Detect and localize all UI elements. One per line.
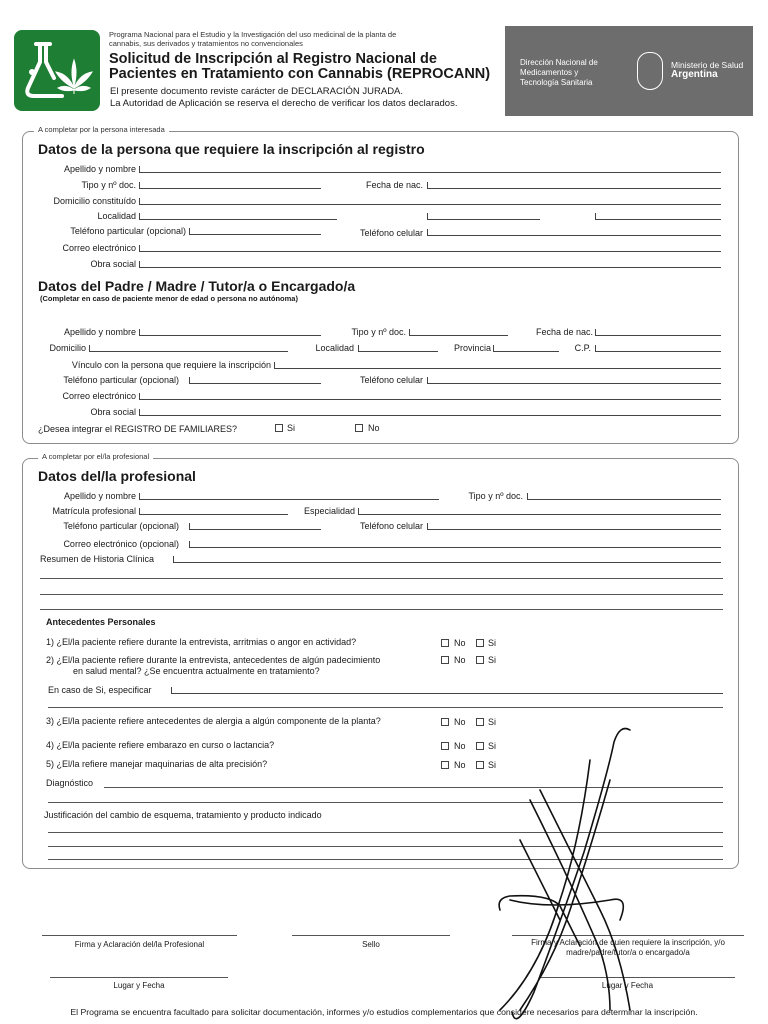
q2-no-label: No — [454, 655, 466, 665]
label-tutor-tel-particular: Teléfono particular (opcional) — [63, 375, 179, 385]
field-tutor-obra-social[interactable] — [139, 409, 721, 416]
firma-solicitante-line-1: Firma y Aclaración de quien requiere la inscripción, y/o — [531, 938, 725, 947]
label-prof-tel-celular: Teléfono celular — [359, 521, 423, 531]
q4-no-checkbox[interactable] — [441, 742, 449, 750]
q3-si-checkbox[interactable] — [476, 718, 484, 726]
label-tel-particular: Teléfono particular (opcional) — [70, 226, 186, 236]
registro-si-label: Si — [287, 423, 296, 433]
field-localidad-3[interactable] — [595, 213, 721, 220]
title-line-1: Solicitud de Inscripción al Registro Nacional de — [109, 51, 437, 67]
q4-si-label: Si — [488, 741, 497, 751]
q3-no-label: No — [454, 717, 466, 727]
section3-heading: Datos del/la profesional — [38, 468, 196, 484]
field-tel-celular[interactable] — [427, 229, 721, 236]
field-resumen-historia[interactable] — [173, 556, 721, 563]
question-2-line-1: 2) ¿El/la paciente refiere durante la entrevista, antecedentes de algún padecimiento — [46, 655, 381, 665]
label-fecha-nac: Fecha de nac. — [365, 180, 423, 190]
field-tutor-tipo-doc[interactable] — [409, 329, 508, 336]
field-obra-social[interactable] — [139, 261, 721, 268]
field-prof-apellido[interactable] — [139, 493, 439, 500]
label-correo: Correo electrónico — [62, 243, 136, 253]
resumen-line-2[interactable] — [40, 578, 723, 579]
label-prof-tipo-doc: Tipo y nº doc. — [468, 491, 523, 501]
section-tag-interesada: A completar por la persona interesada — [34, 125, 169, 134]
field-prof-tipo-doc[interactable] — [527, 493, 721, 500]
argentina-seal-icon — [637, 52, 663, 90]
q1-si-label: Si — [488, 638, 497, 648]
field-tel-particular[interactable] — [189, 228, 321, 235]
program-name: Programa Nacional para el Estudio y la Investigación del uso medicinal de la planta de cannabis, sus derivados y tratamientos no convencionales — [109, 30, 397, 48]
field-matricula[interactable] — [139, 508, 288, 515]
q2-si-label: Si — [488, 655, 497, 665]
section2-note: (Completar en caso de paciente menor de edad o persona no autónoma) — [40, 294, 298, 303]
label-resumen-historia: Resumen de Historia Clínica — [40, 554, 155, 564]
label-tutor-domicilio: Domicilio — [49, 343, 86, 353]
field-correo[interactable] — [139, 245, 721, 252]
q5-no-label: No — [454, 760, 466, 770]
flask-leaf-icon — [14, 30, 100, 111]
bottom-note: El Programa se encuentra facultado para solicitar documentación, informes y/o estudios complementarios que considere necesarios para determinar la inscripción. — [70, 1007, 698, 1017]
q4-no-label: No — [454, 741, 466, 751]
firma-profesional-line[interactable] — [42, 935, 237, 936]
field-tutor-provincia[interactable] — [493, 345, 559, 352]
q5-no-checkbox[interactable] — [441, 761, 449, 769]
field-tutor-tel-celular[interactable] — [427, 377, 721, 384]
label-tutor-obra-social: Obra social — [90, 407, 136, 417]
firma-solicitante-line-2: madre/padre/tutor/a o encargado/a — [566, 948, 690, 957]
q1-no-checkbox[interactable] — [441, 639, 449, 647]
firma-profesional-label: Firma y Aclaración del/la Profesional — [74, 940, 205, 949]
sello-line[interactable] — [292, 935, 450, 936]
question-1: 1) ¿El/la paciente refiere durante la entrevista, arritmias o angor en actividad? — [46, 637, 357, 647]
form-title — [109, 52, 509, 82]
label-prof-correo: Correo electrónico (opcional) — [63, 539, 179, 549]
field-especificar[interactable] — [171, 687, 723, 694]
label-tutor-provincia: Provincia — [453, 343, 491, 353]
label-domicilio: Domicilio constituído — [53, 196, 136, 206]
label-tutor-tipo-doc: Tipo y nº doc. — [351, 327, 406, 337]
question-4: 4) ¿El/la paciente refiere embarazo en curso o lactancia? — [46, 740, 275, 750]
label-tutor-fecha-nac: Fecha de nac. — [535, 327, 593, 337]
registro-no-label: No — [368, 423, 380, 433]
lugar-fecha-label-1: Lugar y Fecha — [113, 981, 165, 990]
gov-right-line-2: Argentina — [671, 69, 718, 80]
label-matricula: Matrícula profesional — [52, 506, 136, 516]
field-tutor-tel-particular[interactable] — [189, 377, 321, 384]
label-tutor-tel-celular: Teléfono celular — [359, 375, 423, 385]
gov-left-line-2: Medicamentos y — [520, 68, 579, 77]
label-especificar: En caso de Si, especificar — [48, 685, 152, 695]
field-tutor-cp[interactable] — [595, 345, 721, 352]
field-localidad-2[interactable] — [427, 213, 540, 220]
label-justificacion: Justificación del cambio de esquema, tratamiento y producto indicado — [44, 810, 322, 820]
label-vinculo: Vínculo con la persona que requiere la inscripción — [71, 360, 271, 370]
registro-no-checkbox[interactable] — [355, 424, 363, 432]
registro-familiares-question: ¿Desea integrar el REGISTRO DE FAMILIARES? — [38, 424, 238, 434]
field-tutor-fecha-nac[interactable] — [595, 329, 721, 336]
field-apellido[interactable] — [139, 166, 721, 173]
sello-label: Sello — [362, 940, 380, 949]
resumen-line-4[interactable] — [40, 609, 723, 610]
field-prof-correo[interactable] — [189, 541, 721, 548]
label-tel-celular: Teléfono celular — [359, 228, 423, 238]
field-prof-tel-celular[interactable] — [427, 523, 721, 530]
question-5: 5) ¿El/la refiere manejar maquinarias de alta precisión? — [46, 759, 268, 769]
field-tutor-correo[interactable] — [139, 393, 721, 400]
field-localidad[interactable] — [139, 213, 337, 220]
antecedentes-heading: Antecedentes Personales — [46, 617, 156, 627]
q1-si-checkbox[interactable] — [476, 639, 484, 647]
field-tutor-domicilio[interactable] — [89, 345, 288, 352]
field-fecha-nac[interactable] — [427, 182, 721, 189]
field-especialidad[interactable] — [358, 508, 721, 515]
section1-heading: Datos de la persona que requiere la inscripción al registro — [38, 141, 425, 157]
label-prof-tel-particular: Teléfono particular (opcional) — [63, 521, 179, 531]
field-tipo-doc[interactable] — [139, 182, 321, 189]
reprocann-logo — [14, 30, 100, 111]
q3-si-label: Si — [488, 717, 497, 727]
lugar-fecha-line-1[interactable] — [50, 977, 228, 978]
ministerio-label — [671, 60, 751, 80]
subtitle-line-2: La Autoridad de Aplicación se reserva el derecho de verificar los datos declarados. — [110, 98, 458, 109]
gov-right-line-1: Ministerio de Salud — [671, 60, 744, 70]
q2-si-checkbox[interactable] — [476, 656, 484, 664]
field-tutor-localidad[interactable] — [358, 345, 438, 352]
q2-no-checkbox[interactable] — [441, 656, 449, 664]
direccion-label — [520, 58, 630, 88]
ministry-banner — [505, 26, 753, 116]
section2-heading: Datos del Padre / Madre / Tutor/a o Encargado/a — [38, 278, 356, 294]
question-2-line-2: en salud mental? ¿Se encuentra actualmente en tratamiento? — [73, 666, 320, 676]
label-localidad: Localidad — [97, 211, 136, 221]
label-tutor-localidad: Localidad — [315, 343, 354, 353]
gov-left-line-1: Dirección Nacional de — [520, 58, 598, 67]
field-vinculo[interactable] — [274, 362, 721, 369]
section-tag-profesional: A completar por el/la profesional — [38, 452, 153, 461]
resumen-line-3[interactable] — [40, 594, 723, 595]
q5-si-checkbox[interactable] — [476, 761, 484, 769]
title-line-2: Pacientes en Tratamiento con Cannabis (REPROCANN) — [109, 66, 491, 82]
q4-si-checkbox[interactable] — [476, 742, 484, 750]
form-subtitle — [110, 86, 500, 110]
label-especialidad: Especialidad — [303, 506, 355, 516]
label-apellido: Apellido y nombre — [63, 164, 136, 174]
gov-left-line-3: Tecnología Sanitaria — [520, 78, 593, 87]
handwritten-signature — [490, 720, 640, 1020]
question-3: 3) ¿El/la paciente refiere antecedentes de alergia a algún componente de la planta? — [46, 716, 381, 726]
registro-si-checkbox[interactable] — [275, 424, 283, 432]
question-2 — [46, 655, 380, 677]
label-tutor-cp: C.P. — [574, 343, 591, 353]
q3-no-checkbox[interactable] — [441, 718, 449, 726]
subtitle-line-1: El presente documento reviste carácter de DECLARACIÓN JURADA. — [110, 86, 404, 97]
label-tutor-apellido: Apellido y nombre — [63, 327, 136, 337]
field-prof-tel-particular[interactable] — [189, 523, 321, 530]
label-obra-social: Obra social — [90, 259, 136, 269]
label-prof-apellido: Apellido y nombre — [63, 491, 136, 501]
especificar-line-2[interactable] — [48, 707, 723, 708]
label-tutor-correo: Correo electrónico — [62, 391, 136, 401]
lugar-fecha-label-2: Lugar y Fecha — [601, 981, 654, 990]
field-tutor-apellido[interactable] — [139, 329, 321, 336]
q5-si-label: Si — [488, 760, 497, 770]
label-diagnostico: Diagnóstico — [46, 778, 94, 788]
field-domicilio[interactable] — [139, 198, 721, 205]
q1-no-label: No — [454, 638, 466, 648]
label-tipo-doc: Tipo y nº doc. — [81, 180, 136, 190]
